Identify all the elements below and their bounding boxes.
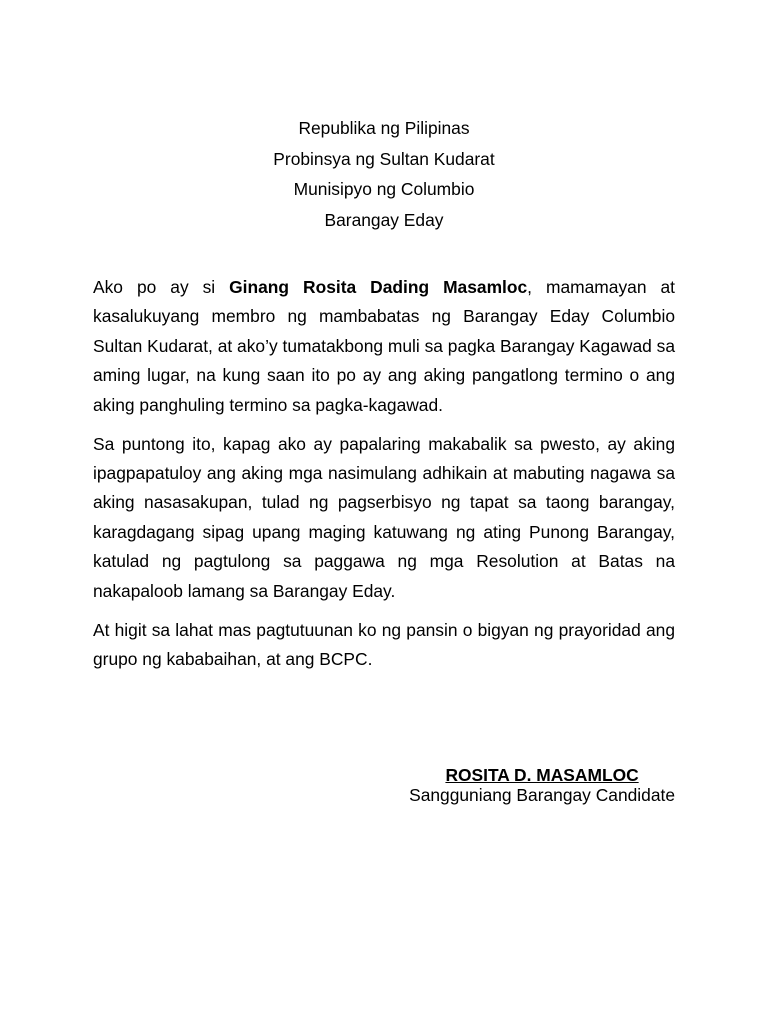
candidate-full-name: Ginang Rosita Dading Masamloc [229, 277, 528, 297]
header-line-barangay: Barangay Eday [324, 210, 444, 231]
intro-text-rest: , mamamayan at kasalukuyang membro ng mambabatas ng Barangay Eday Columbio Sultan Kudarat, at ako’y tumatakbong muli sa pagka Barangay Kagawad sa aming lugar, na kung saan ito po ay ang aking pangatlong termino o ang aking panghuling termino sa pagka-kagawad. [93, 277, 675, 415]
signatory-title: Sangguniang Barangay Candidate [409, 785, 675, 805]
header-line-province: Probinsya ng Sultan Kudarat [273, 148, 495, 169]
paragraph-introduction [93, 273, 675, 420]
paragraph-commitments: Sa puntong ito, kapag ako ay papalaring makabalik sa pwesto, ay aking ipagpapatuloy ang aking mga nasimulang adhikain at mabuting nagawa sa aking nasasakupan, tulad ng pagserbisyo ng tapat sa taong barangay, karagdagang sipag upang maging katuwang ng ating Punong Barangay, katulad ng pagtulong sa paggawa ng mga Resolution at Batas na nakapaloob lamang sa Barangay Eday. [93, 433, 675, 601]
letterhead [0, 113, 768, 236]
paragraph-priorities: At higit sa lahat mas pagtutuunan ko ng pansin o bigyan ng prayoridad ang grupo ng kababaihan, at ang BCPC. [93, 619, 675, 670]
intro-text-start: Ako po ay si [93, 277, 230, 297]
signature-block [409, 765, 675, 805]
header-line-country: Republika ng Pilipinas [298, 118, 470, 138]
header-line-municipality: Munisipyo ng Columbio [293, 179, 475, 200]
letter-body [93, 273, 675, 684]
signatory-name: ROSITA D. MASAMLOC [445, 765, 639, 785]
